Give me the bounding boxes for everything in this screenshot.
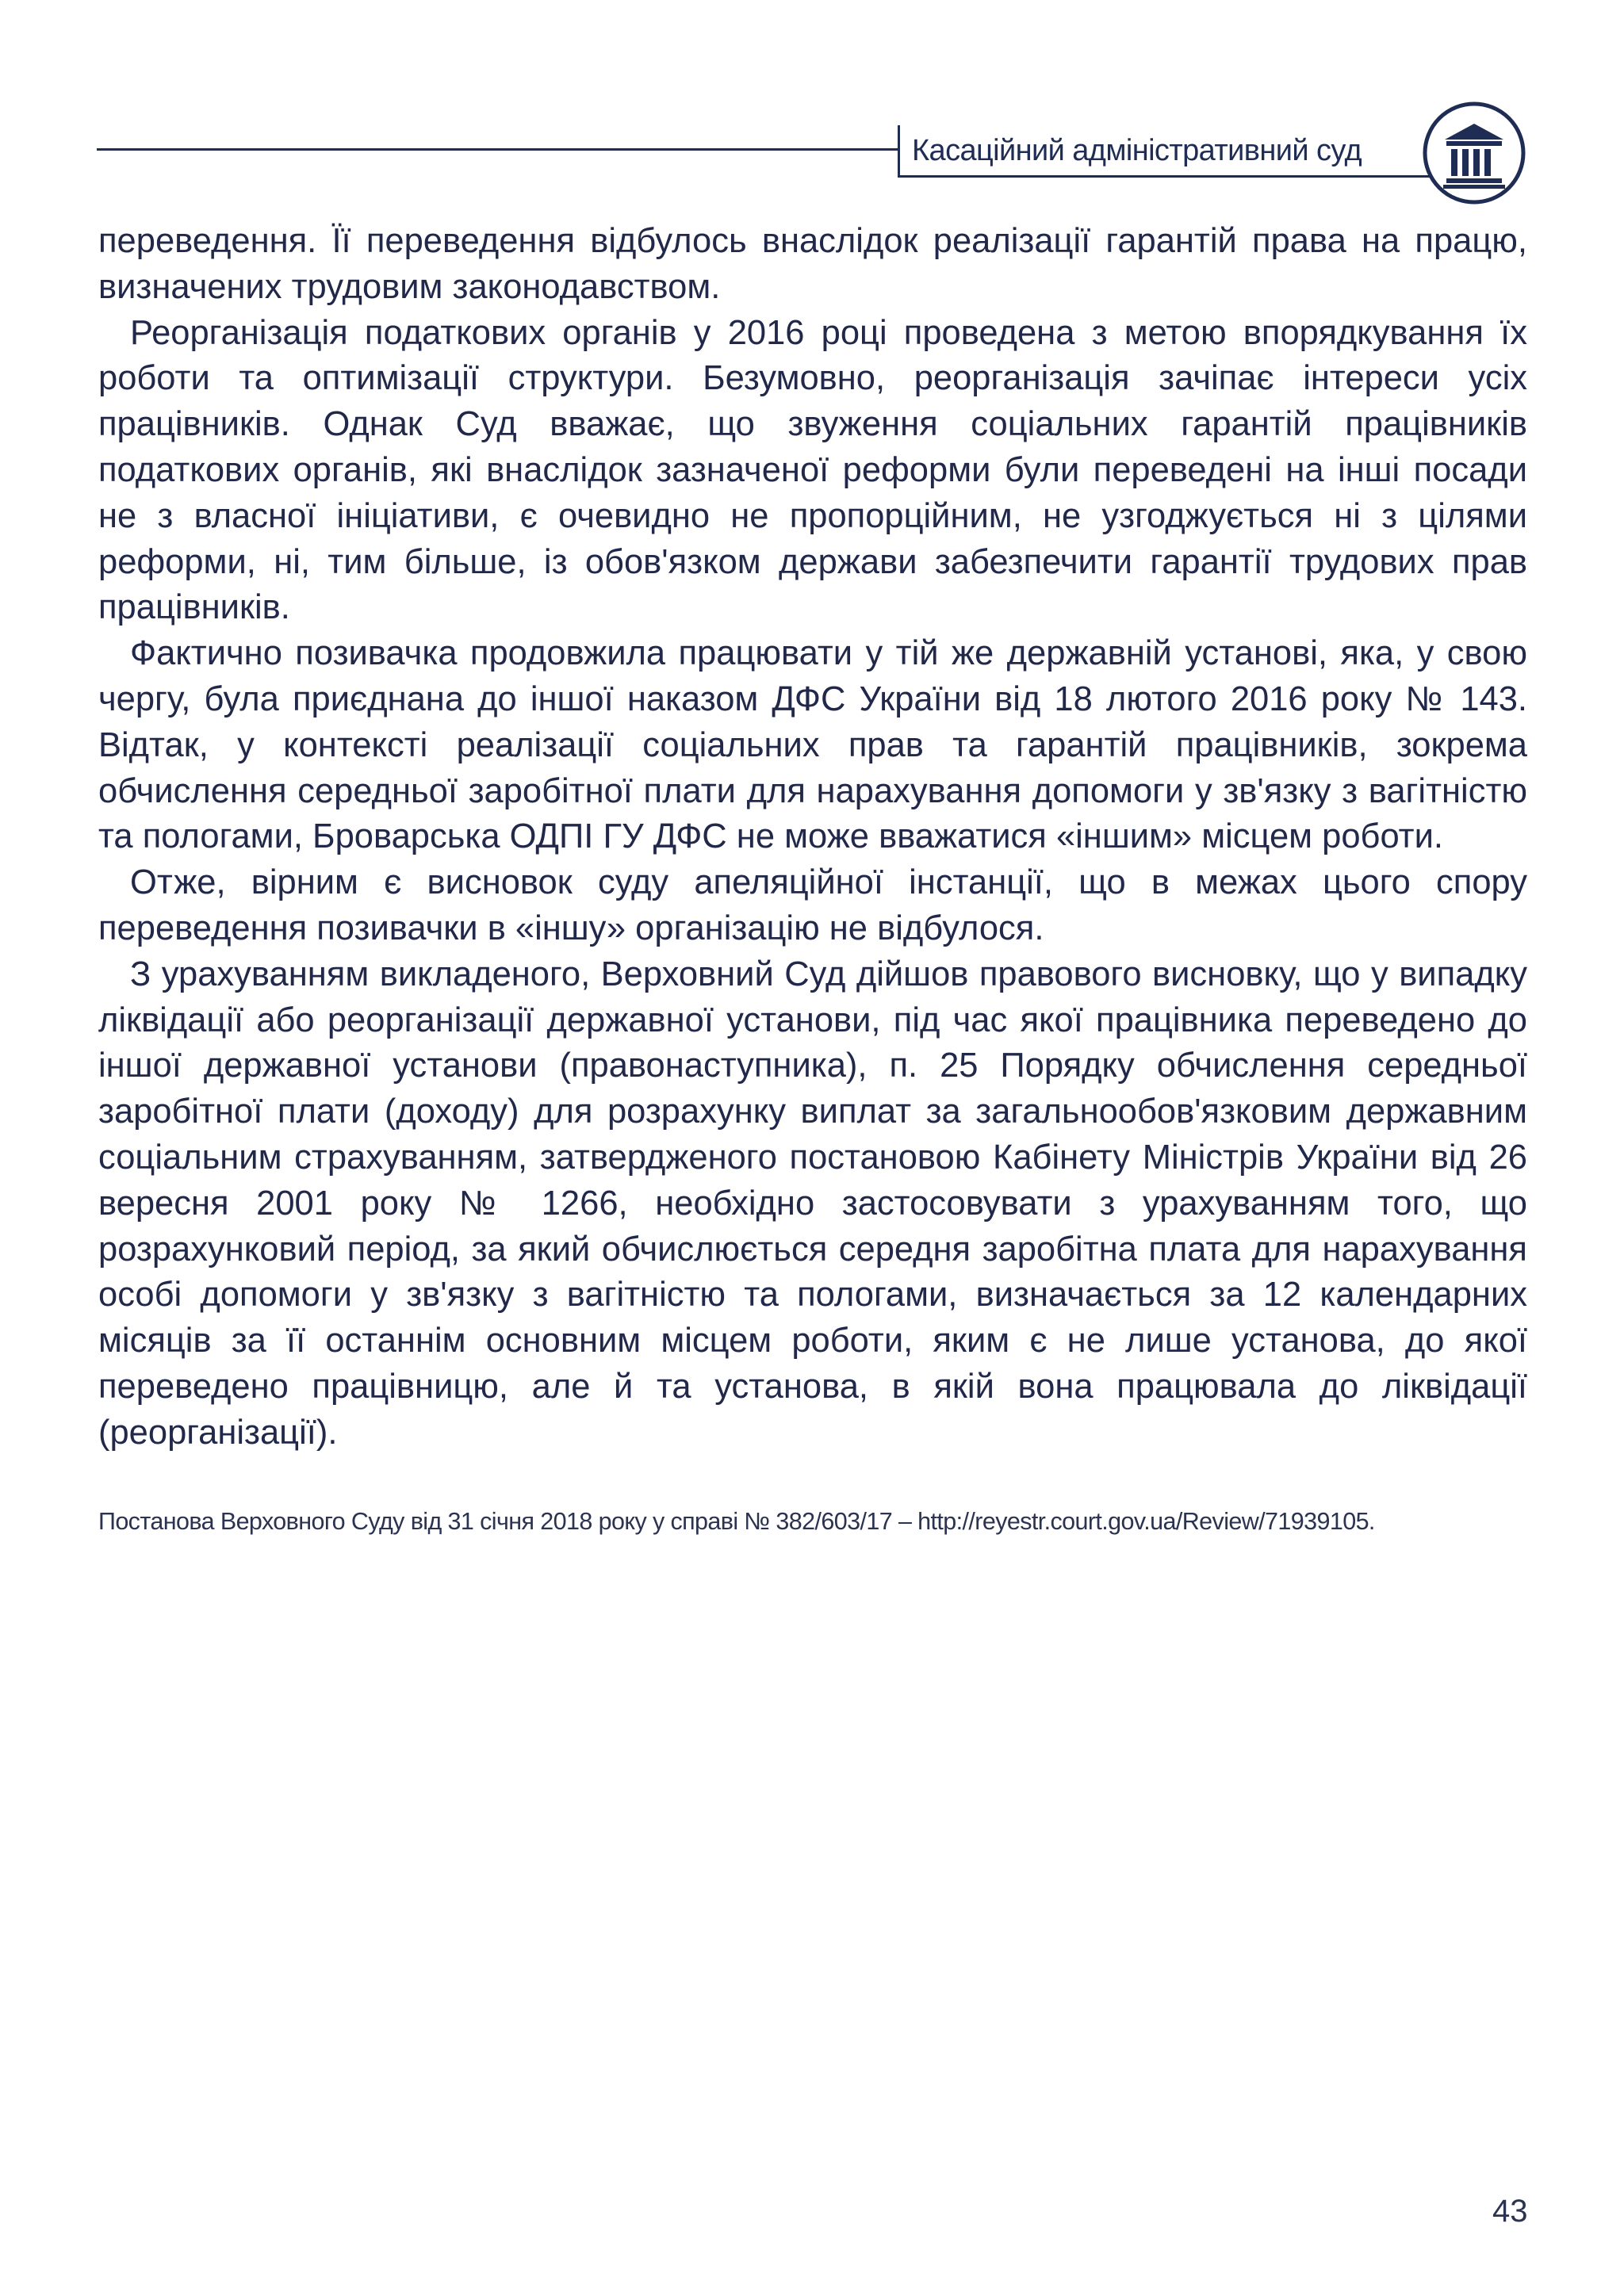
body-text <box>98 219 1527 1456</box>
paragraph-appeal-conclusion: Отже, вірним є висновок суду апеляційної інстанції, що в межах цього спору переведення позивачки в «іншу» організацію не відбулося. <box>98 863 1527 947</box>
header-rule <box>97 148 899 151</box>
page-number: 43 <box>1492 2194 1528 2229</box>
court-building-icon <box>1421 100 1527 206</box>
paragraph-legal-conclusion: З урахуванням викладеного, Верховний Суд дійшов правового висновку, що у випадку ліквідації або реорганізації державної установи, під час якої працівника переведено до іншої державної установи (правонаступника), п. 25 Порядку обчислення середньої заробітної плати (доходу) для розрахунку виплат за загальнообов'язковим державним соціальним страхуванням, затвердженого постановою Кабінету Міністрів України від 26 вересня 2001 року № 1266, необхідно застосовувати з урахуванням того, що розрахунковий період, за який обчислюється середня заробітна плата для нарахування особі допомоги у зв'язку з вагітністю та пологами, визначається за 12 календарних місяців за її останнім основним місцем роботи, яким є не лише установа, до якої переведено працівницю, але й та установа, в якій вона працювала до ліквідації (реорганізації). <box>98 955 1527 1452</box>
paragraph-reorganization: Реорганізація податкових органів у 2016 році проведена з метою впорядкування їх роботи та оптимізації структури. Безумовно, реорганізація зачіпає інтереси усіх працівників. Однак Суд вважає, що звуження соціальних гарантій працівників податкових органів, які внаслідок зазначеної реформи були переведені на інші посади не з власної ініціативи, є очевидно не пропорційним, не узгоджується ні з цілями реформи, ні, тим більше, із обов'язком держави забезпечити гарантії трудових прав працівників. <box>98 313 1527 627</box>
citation-source: Постанова Верховного Суду від 31 січня 2018 року у справі № 382/603/17 – http://reyestr.court.gov.ua/Review/71939105. <box>98 1508 1375 1535</box>
paragraph-facts: Фактично позивачка продовжила працювати у тій же державній установі, яка, у свою чергу, була приєднана до іншої наказом ДФС України від 18 лютого 2016 року № 143. Відтак, у контексті реалізації соціальних прав та гарантій працівників, зокрема обчислення середньої заробітної плати для нарахування допомоги у зв'язку з вагітністю та пологами, Броварська ОДПІ ГУ ДФС не може вважатися «іншим» місцем роботи. <box>98 634 1527 856</box>
paragraph-continuation: переведення. Її переведення відбулось внаслідок реалізації гарантій права на працю, визначених трудовим законодавством. <box>98 222 1527 306</box>
header-title: Касаційний адміністративний суд <box>912 134 1362 167</box>
